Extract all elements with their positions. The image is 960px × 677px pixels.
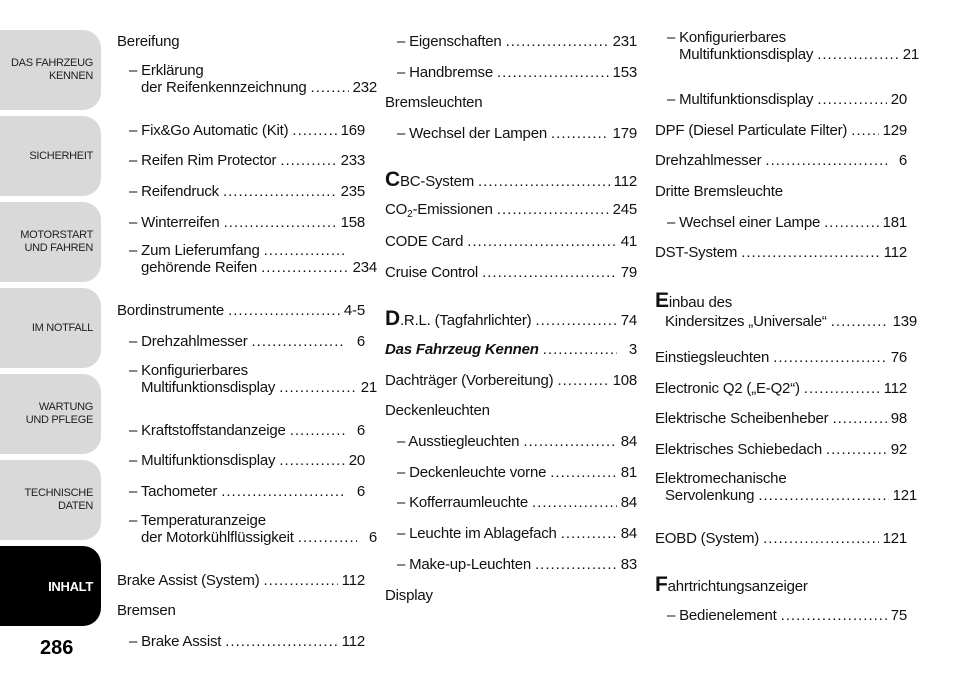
tab-label: INHALT [48, 578, 93, 594]
index-entry[interactable]: DST-System ..... 112 [655, 237, 907, 268]
index-entry: Fahrtrichtungsanzeiger [655, 572, 808, 596]
index-entry[interactable]: – Temperaturanzeige der Motorkühlflüssigkeit ..... 6 [117, 507, 365, 565]
index-entry: Deckenleuchten [385, 402, 490, 420]
letter-heading: E [655, 289, 669, 313]
page-ref: 6 [898, 152, 907, 170]
page-ref: 84 [620, 433, 637, 451]
page-ref: 121 [882, 529, 907, 547]
index-entry[interactable]: CBC-System ..... 112 [385, 165, 637, 196]
page-ref: 81 [620, 463, 637, 481]
page-ref: 41 [620, 232, 637, 250]
tab-sicherheit[interactable] [0, 116, 101, 196]
index-entry[interactable]: EOBD (System) ..... 121 [655, 523, 907, 554]
letter-heading: C [385, 168, 400, 192]
tab-label: DATEN [58, 500, 93, 512]
index-entry: Bereifung [117, 32, 180, 50]
page-ref: 181 [882, 213, 907, 231]
tab-label: UND PFLEGE [25, 414, 93, 426]
page-number: 286 [40, 637, 74, 659]
page-ref: 112 [883, 244, 907, 262]
page-ref: 98 [890, 410, 907, 428]
index-entry[interactable]: – Konfigurierbares Multifunktionsdisplay ..... 21 [117, 357, 365, 415]
index-entry[interactable]: D.R.L. (Tagfahrlichter) ..... 74 [385, 304, 637, 335]
index-column-1 [117, 26, 377, 657]
page-ref: 6 [356, 421, 365, 439]
index-entry[interactable]: $CO_2$-Emissionen ..... 245 [385, 195, 637, 226]
page-ref: 92 [890, 441, 907, 459]
index-entry[interactable]: Einbau des Kindersitzes „Universale“ ..... 139 [655, 284, 907, 342]
tab-im-notfall[interactable] [0, 288, 101, 368]
index-entry[interactable]: – Handbremse ..... 153 [385, 57, 637, 88]
index-entry[interactable]: CODE Card ..... 41 [385, 226, 637, 257]
tab-wartung-und-pflege[interactable] [0, 374, 101, 454]
page-ref: 83 [620, 555, 637, 573]
index-entry[interactable]: Elektrisches Schiebedach ..... 92 [655, 434, 907, 465]
page-ref: 20 [348, 452, 365, 470]
index-entry: Dritte Bremsleuchte [655, 182, 783, 200]
page-ref: 129 [882, 121, 907, 139]
index-entry[interactable]: – Winterreifen ..... 158 [117, 207, 365, 238]
letter-heading: F [655, 572, 668, 596]
page-ref: 112 [341, 633, 365, 651]
page-ref: 158 [340, 213, 365, 231]
tab-label: UND FAHREN [24, 242, 93, 254]
index-entry[interactable]: DPF (Diesel Particulate Filter) ..... 129 [655, 115, 907, 146]
index-entry: Bremsleuchten [385, 94, 483, 112]
page-ref: 121 [892, 486, 917, 504]
page-ref: 153 [612, 63, 637, 81]
index-entry[interactable]: Brake Assist (System) ..... 112 [117, 565, 365, 596]
tab-label: WARTUNG [38, 401, 93, 413]
page-ref: 21 [902, 46, 919, 63]
tab-label: SICHERHEIT [29, 149, 93, 162]
page-ref: 179 [612, 124, 637, 142]
index-entry[interactable]: – Reifendruck ..... 235 [117, 176, 365, 207]
tab-label: TECHNISCHE [24, 487, 93, 499]
page-ref: 233 [340, 152, 365, 170]
page-ref: 84 [620, 525, 637, 543]
index-entry[interactable]: Drehzahlmesser ..... 6 [655, 145, 907, 176]
page-ref: 76 [890, 348, 907, 366]
tab-label: MOTORSTART [20, 229, 93, 241]
page-ref: 6 [356, 483, 365, 501]
tab-motorstart-und-fahren[interactable] [0, 202, 101, 282]
index-entry[interactable]: Elektromechanische Servolenkung ..... 121 [655, 465, 907, 523]
index-entry[interactable]: – Kraftstoffstandanzeige ..... 6 [117, 415, 365, 446]
index-entry[interactable]: Elektrische Scheibenheber ..... 98 [655, 404, 907, 435]
index-column-2 [385, 26, 637, 610]
page-ref: 4-5 [343, 302, 365, 320]
index-entry[interactable]: Cruise Control ..... 79 [385, 257, 637, 288]
index-entry[interactable]: Einstiegsleuchten ..... 76 [655, 342, 907, 373]
tab-label: IM NOTFALL [31, 321, 93, 334]
index-entry[interactable]: – Tachometer ..... 6 [117, 476, 365, 507]
index-entry[interactable]: – Fix&Go Automatic (Kit) ..... 169 [117, 115, 365, 146]
page-ref: 232 [352, 78, 377, 96]
index-entry[interactable]: – Wechsel der Lampen ..... 179 [385, 118, 637, 149]
index-entry[interactable]: – Eigenschaften ..... 231 [385, 26, 637, 57]
page-ref: 79 [620, 263, 637, 281]
index-entry[interactable]: – Brake Assist ..... 112 [117, 626, 365, 657]
page-ref: 139 [892, 313, 917, 331]
tab-label: KENNEN [48, 70, 93, 82]
index-entry[interactable]: – Make-up-Leuchten ..... 83 [385, 549, 637, 580]
page-ref: 245 [612, 201, 637, 219]
index-entry[interactable]: – Ausstiegleuchten ..... 84 [385, 426, 637, 457]
page-ref: 112 [883, 379, 907, 397]
index-entry[interactable]: – Erklärung der Reifenkennzeichnung ..... 232 [117, 57, 365, 115]
page-ref: 234 [352, 259, 377, 277]
page-ref: 74 [620, 311, 637, 329]
page-ref: 6 [368, 528, 377, 546]
index-entry[interactable]: – Multifunktionsdisplay ..... 20 [655, 84, 907, 115]
index-entry[interactable]: Dachträger (Vorbereitung) ..... 108 [385, 365, 637, 396]
index-column-3 [655, 26, 919, 631]
index-entry[interactable]: – Reifen Rim Protector ..... 233 [117, 145, 365, 176]
tab-label: DAS FAHRZEUG [11, 57, 93, 69]
index-entry[interactable]: – Leuchte im Ablagefach ..... 84 [385, 518, 637, 549]
page-ref: 75 [890, 607, 907, 625]
index-entry[interactable]: Electronic Q2 („E-Q2“) ..... 112 [655, 373, 907, 404]
index-entry: Bremsen [117, 602, 176, 620]
index-entry[interactable]: – Drehzahlmesser ..... 6 [117, 326, 365, 357]
page-ref: 169 [340, 121, 365, 139]
index-entry[interactable]: – Deckenleuchte vorne ..... 81 [385, 457, 637, 488]
page-ref: 112 [613, 173, 637, 191]
tab-inhalt[interactable] [0, 546, 101, 626]
index-entry[interactable]: – Multifunktionsdisplay ..... 20 [117, 446, 365, 477]
page-ref: 21 [360, 378, 377, 396]
page-ref: 3 [628, 341, 637, 359]
index-entry: Display [385, 586, 433, 604]
page-ref: 108 [612, 371, 637, 389]
page-ref: 231 [612, 32, 637, 50]
page-ref: 84 [620, 494, 637, 512]
index-entry[interactable]: – Bedienelement ..... 75 [655, 600, 907, 631]
tab-das-fahrzeug-kennen[interactable] [0, 30, 101, 110]
page-ref: 112 [341, 571, 365, 589]
page-ref: 20 [890, 90, 907, 108]
letter-heading: D [385, 306, 400, 330]
page-ref: 235 [340, 182, 365, 200]
index-entry[interactable]: – Zum Lieferumfang ..... gehörende Reifen ..... 234 [117, 237, 365, 295]
tab-technische-daten[interactable] [0, 460, 101, 540]
index-entry[interactable]: – Konfigurierbares Multifunktionsdisplay ..... 21 [655, 26, 907, 84]
index-entry[interactable]: Das Fahrzeug Kennen ..... 3 [385, 334, 637, 365]
index-entry[interactable]: – Kofferraumleuchte ..... 84 [385, 488, 637, 519]
index-entry[interactable]: Bordinstrumente ..... 4-5 [117, 295, 365, 326]
index-entry[interactable]: – Wechsel einer Lampe ..... 181 [655, 207, 907, 238]
page-ref: 6 [356, 332, 365, 350]
